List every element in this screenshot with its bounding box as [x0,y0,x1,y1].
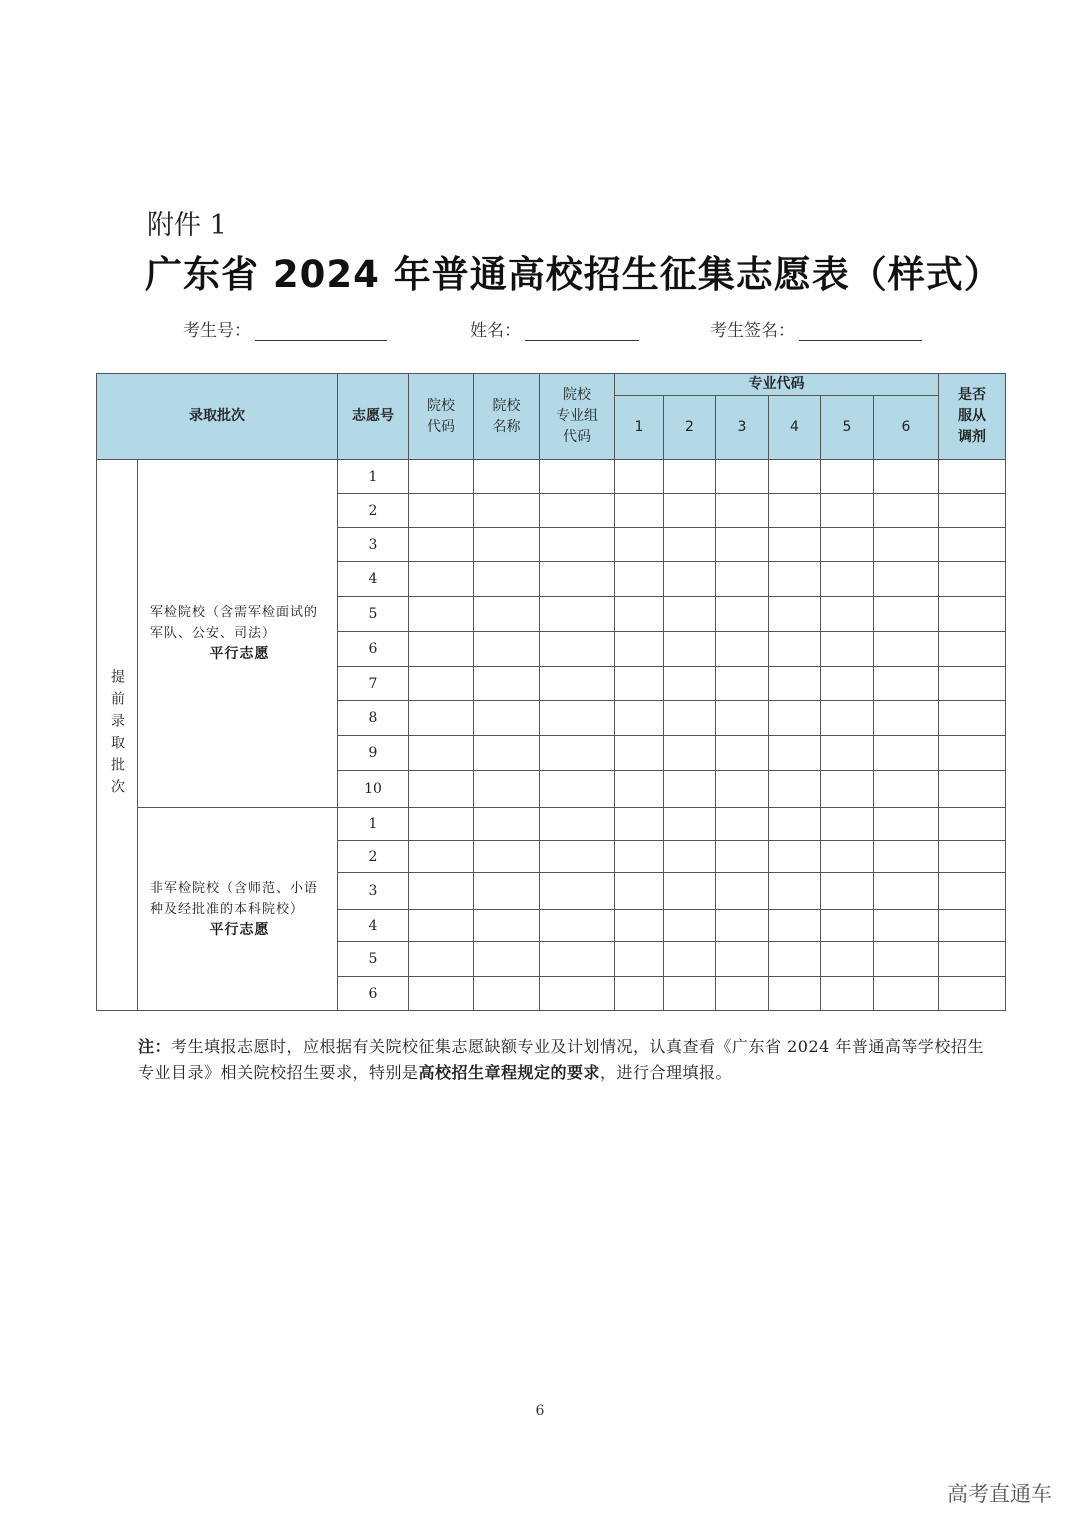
batch-label-cell [97,460,138,1011]
input-cell[interactable] [615,701,664,736]
input-cell[interactable] [821,701,874,736]
wish-number: 5 [338,597,409,632]
input-cell[interactable] [939,528,1006,562]
input-cell[interactable] [874,460,939,494]
input-cell[interactable] [540,562,615,597]
input-cell[interactable] [821,597,874,632]
input-cell[interactable] [769,808,821,841]
input-cell[interactable] [664,632,716,667]
input-cell[interactable] [874,736,939,771]
input-cell[interactable] [874,597,939,632]
input-cell[interactable] [615,873,664,910]
input-cell[interactable] [664,910,716,942]
input-cell[interactable] [821,667,874,701]
category-cell [138,460,338,808]
name-blank[interactable] [525,320,639,341]
input-cell[interactable] [409,494,474,528]
input-cell[interactable] [939,736,1006,771]
exam-number-label: 考生号： [183,321,251,341]
input-cell[interactable] [664,808,716,841]
input-cell[interactable] [540,841,615,873]
input-cell[interactable] [474,977,540,1011]
input-cell[interactable] [664,977,716,1011]
page-number: 6 [535,1403,545,1419]
input-cell[interactable] [874,494,939,528]
input-cell[interactable] [939,460,1006,494]
input-cell[interactable] [664,873,716,910]
input-cell[interactable] [664,841,716,873]
attachment-label: 附件 1 [147,210,227,241]
header-school-code: 院校 代码 [409,374,474,460]
input-cell[interactable] [939,942,1006,977]
header-major-col: 2 [664,396,716,460]
input-cell[interactable] [716,460,769,494]
input-cell[interactable] [769,528,821,562]
input-cell[interactable] [716,977,769,1011]
wish-number: 2 [338,841,409,873]
header-major-col: 4 [769,396,821,460]
input-cell[interactable] [874,701,939,736]
input-cell[interactable] [474,771,540,808]
footnote-text-bold: 高校招生章程规定的要求 [418,1063,601,1082]
input-cell[interactable] [716,736,769,771]
input-cell[interactable] [615,977,664,1011]
input-cell[interactable] [409,873,474,910]
input-cell[interactable] [874,808,939,841]
input-cell[interactable] [664,494,716,528]
input-cell[interactable] [615,562,664,597]
signature-blank[interactable] [799,320,922,341]
input-cell[interactable] [874,771,939,808]
input-cell[interactable] [664,562,716,597]
category-sub: 平行志愿 [209,646,270,662]
input-cell[interactable] [939,701,1006,736]
input-cell[interactable] [939,667,1006,701]
input-cell[interactable] [821,528,874,562]
input-cell[interactable] [615,841,664,873]
input-cell[interactable] [474,528,540,562]
input-cell[interactable] [540,942,615,977]
input-cell[interactable] [716,873,769,910]
input-cell[interactable] [769,942,821,977]
input-cell[interactable] [716,667,769,701]
exam-number-blank[interactable] [255,320,387,341]
input-cell[interactable] [540,460,615,494]
input-cell[interactable] [540,528,615,562]
input-cell[interactable] [615,942,664,977]
input-cell[interactable] [474,701,540,736]
input-cell[interactable] [874,910,939,942]
input-cell[interactable] [615,528,664,562]
input-cell[interactable] [540,977,615,1011]
table-row [97,460,1006,494]
header-major-col: 3 [716,396,769,460]
input-cell[interactable] [540,494,615,528]
input-cell[interactable] [409,597,474,632]
input-cell[interactable] [939,873,1006,910]
input-cell[interactable] [540,808,615,841]
input-cell[interactable] [409,562,474,597]
input-cell[interactable] [716,701,769,736]
input-cell[interactable] [874,942,939,977]
input-cell[interactable] [716,910,769,942]
input-cell[interactable] [409,701,474,736]
input-cell[interactable] [474,942,540,977]
input-cell[interactable] [540,632,615,667]
input-cell[interactable] [769,701,821,736]
input-cell[interactable] [615,808,664,841]
input-cell[interactable] [874,977,939,1011]
wish-number: 10 [338,771,409,808]
input-cell[interactable] [615,771,664,808]
input-cell[interactable] [821,460,874,494]
header-batch: 录取批次 [97,374,338,460]
input-cell[interactable] [716,494,769,528]
input-cell[interactable] [664,771,716,808]
input-cell[interactable] [821,632,874,667]
input-cell[interactable] [474,841,540,873]
applicant-fields [0,316,1080,346]
input-cell[interactable] [821,977,874,1011]
wish-number: 7 [338,667,409,701]
input-cell[interactable] [821,736,874,771]
input-cell[interactable] [716,808,769,841]
input-cell[interactable] [939,597,1006,632]
input-cell[interactable] [939,632,1006,667]
header-major-code: 专业代码 [615,374,939,396]
watermark: 高考直通车 [947,1482,1052,1506]
input-cell[interactable] [540,701,615,736]
input-cell[interactable] [716,942,769,977]
input-cell[interactable] [769,873,821,910]
footnote [138,1034,998,1086]
header-major-col: 1 [615,396,664,460]
input-cell[interactable] [874,632,939,667]
input-cell[interactable] [716,632,769,667]
input-cell[interactable] [716,528,769,562]
wish-number: 1 [338,808,409,841]
exam-number-field [183,316,387,341]
footnote-text-b: ，进行合理填报。 [600,1063,733,1082]
input-cell[interactable] [474,873,540,910]
category-desc: 军检院校（含需军检面试的军队、公安、司法） [150,605,319,641]
input-cell[interactable] [409,841,474,873]
wish-form-table [96,373,1006,1011]
input-cell[interactable] [615,667,664,701]
input-cell[interactable] [874,667,939,701]
input-cell[interactable] [409,910,474,942]
input-cell[interactable] [615,494,664,528]
header-major-col: 5 [821,396,874,460]
input-cell[interactable] [540,910,615,942]
header-wish-no: 志愿号 [338,374,409,460]
input-cell[interactable] [540,736,615,771]
input-cell[interactable] [664,942,716,977]
input-cell[interactable] [821,771,874,808]
input-cell[interactable] [409,528,474,562]
input-cell[interactable] [874,562,939,597]
input-cell[interactable] [716,597,769,632]
input-cell[interactable] [409,771,474,808]
header-major-col: 6 [874,396,939,460]
footnote-label: 注： [138,1037,172,1056]
category-desc: 非军检院校（含师范、小语种及经批准的本科院校） [150,880,319,917]
table-row [97,808,1006,841]
category-cell [138,808,338,1011]
input-cell[interactable] [874,528,939,562]
input-cell[interactable] [939,562,1006,597]
wish-number: 6 [338,632,409,667]
input-cell[interactable] [615,736,664,771]
wish-number: 6 [338,977,409,1011]
input-cell[interactable] [409,808,474,841]
wish-number: 9 [338,736,409,771]
input-cell[interactable] [615,632,664,667]
wish-number: 4 [338,910,409,942]
input-cell[interactable] [664,736,716,771]
input-cell[interactable] [664,597,716,632]
input-cell[interactable] [821,841,874,873]
input-cell[interactable] [474,736,540,771]
input-cell[interactable] [409,632,474,667]
signature-label: 考生签名： [710,321,795,341]
input-cell[interactable] [615,910,664,942]
input-cell[interactable] [474,460,540,494]
input-cell[interactable] [474,597,540,632]
form-title: 广东省 2024 年普通高校招生征集志愿表（样式） [145,253,1002,296]
header-adjust: 是否 服从 调剂 [939,374,1006,460]
wish-number: 1 [338,460,409,494]
wish-number: 3 [338,528,409,562]
input-cell[interactable] [540,771,615,808]
wish-number: 3 [338,873,409,910]
input-cell[interactable] [540,597,615,632]
input-cell[interactable] [769,977,821,1011]
input-cell[interactable] [664,528,716,562]
input-cell[interactable] [939,771,1006,808]
input-cell[interactable] [716,771,769,808]
name-label: 姓名： [470,321,521,341]
category-sub: 平行志愿 [209,921,270,938]
input-cell[interactable] [769,460,821,494]
input-cell[interactable] [664,667,716,701]
footnote-text-a: 考生填报志愿时，应根据有关院校征集志愿缺额专业及计划情况，认真查看《广东省 2024 年普通高等学校招生专业目录》相关院校招生要求，特别是 [138,1037,984,1082]
header-group-code: 院校 专业组 代码 [540,374,615,460]
input-cell[interactable] [540,667,615,701]
input-cell[interactable] [409,736,474,771]
input-cell[interactable] [769,771,821,808]
input-cell[interactable] [939,841,1006,873]
input-cell[interactable] [769,632,821,667]
input-cell[interactable] [769,736,821,771]
input-cell[interactable] [821,910,874,942]
input-cell[interactable] [540,873,615,910]
header-school-name: 院校 名称 [474,374,540,460]
wish-number: 4 [338,562,409,597]
input-cell[interactable] [821,873,874,910]
input-cell[interactable] [874,873,939,910]
input-cell[interactable] [939,494,1006,528]
input-cell[interactable] [821,942,874,977]
wish-number: 8 [338,701,409,736]
input-cell[interactable] [716,841,769,873]
input-cell[interactable] [716,562,769,597]
input-cell[interactable] [874,841,939,873]
signature-field [710,316,922,341]
input-cell[interactable] [821,808,874,841]
input-cell[interactable] [409,977,474,1011]
input-cell[interactable] [821,494,874,528]
wish-number: 2 [338,494,409,528]
input-cell[interactable] [769,667,821,701]
input-cell[interactable] [821,562,874,597]
input-cell[interactable] [939,977,1006,1011]
input-cell[interactable] [409,667,474,701]
form-body [97,460,1006,1011]
input-cell[interactable] [939,808,1006,841]
batch-label: 提前录取批次 [109,669,125,801]
input-cell[interactable] [474,667,540,701]
input-cell[interactable] [769,494,821,528]
input-cell[interactable] [615,460,664,494]
input-cell[interactable] [474,910,540,942]
input-cell[interactable] [474,562,540,597]
wish-number: 5 [338,942,409,977]
input-cell[interactable] [664,460,716,494]
input-cell[interactable] [769,910,821,942]
input-cell[interactable] [474,808,540,841]
input-cell[interactable] [474,494,540,528]
name-field [470,316,639,341]
input-cell[interactable] [615,597,664,632]
input-cell[interactable] [664,701,716,736]
input-cell[interactable] [939,910,1006,942]
input-cell[interactable] [474,632,540,667]
input-cell[interactable] [409,460,474,494]
input-cell[interactable] [769,841,821,873]
input-cell[interactable] [769,562,821,597]
input-cell[interactable] [769,597,821,632]
input-cell[interactable] [409,942,474,977]
